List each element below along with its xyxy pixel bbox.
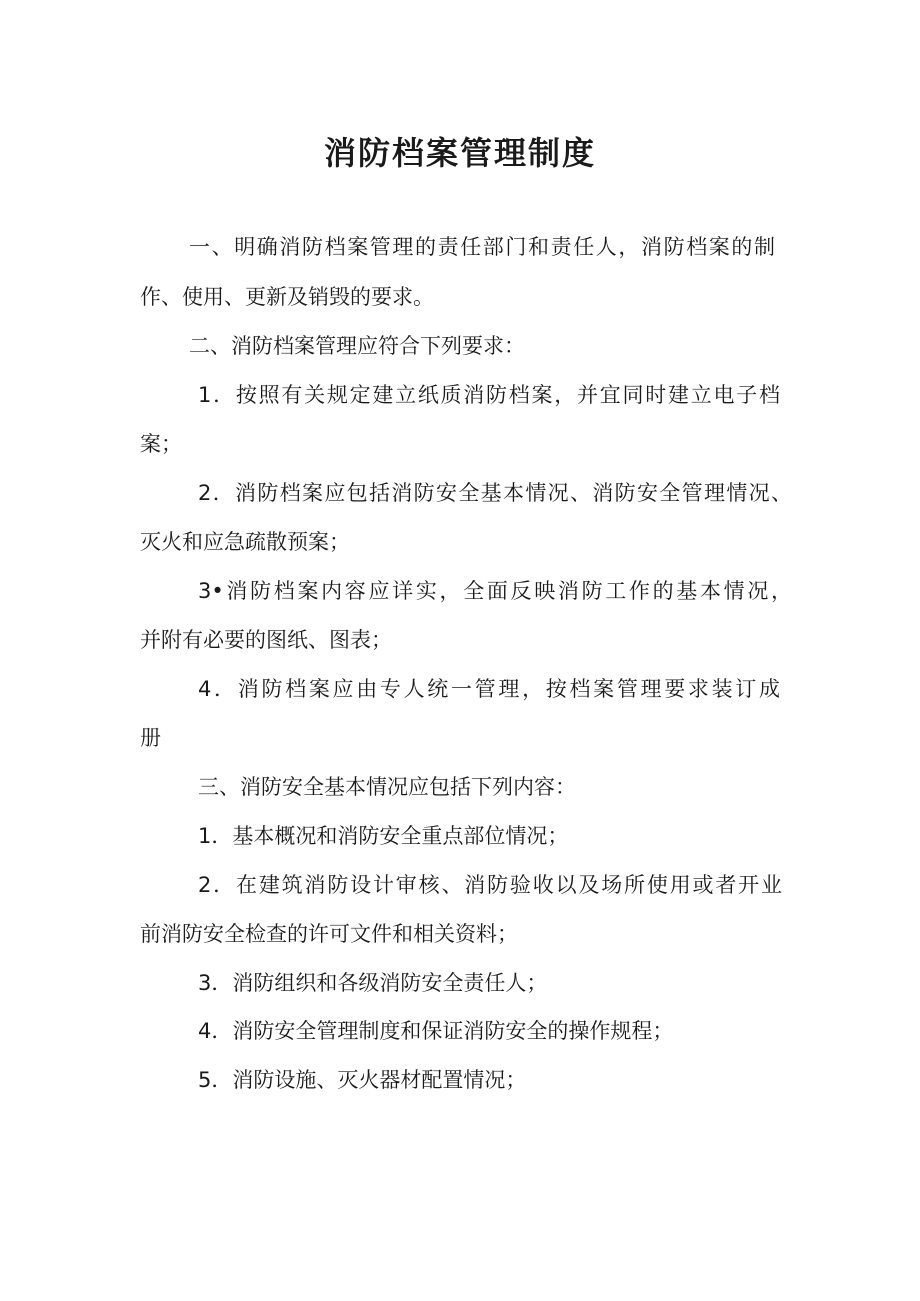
- paragraph-line: 案；: [140, 432, 182, 456]
- paragraph-line: 2．在建筑消防设计审核、消防验收以及场所使用或者开业: [198, 873, 782, 897]
- paragraph-line: 前消防安全检查的许可文件和相关资料；: [140, 922, 518, 946]
- paragraph-line: 三、消防安全基本情况应包括下列内容：: [198, 775, 576, 799]
- paragraph-line: 5．消防设施、灭火器材配置情况；: [198, 1068, 527, 1092]
- paragraph-line: 一、明确消防档案管理的责任部门和责任人，消防档案的制: [189, 235, 775, 259]
- paragraph-line: 2．消防档案应包括消防安全基本情况、消防安全管理情况、: [198, 481, 792, 505]
- paragraph-line: 册: [140, 726, 161, 750]
- paragraph-line: 3•消防档案内容应详实，全面反映消防工作的基本情况，: [198, 579, 792, 603]
- paragraph-line: 4．消防安全管理制度和保证消防安全的操作规程；: [198, 1019, 674, 1043]
- paragraph-line: 灭火和应急疏散预案；: [140, 530, 350, 554]
- paragraph-line: 4．消防档案应由专人统一管理，按档案管理要求装订成: [198, 677, 780, 701]
- paragraph-line: 作、使用、更新及销毁的要求。: [140, 285, 434, 309]
- paragraph-line: 3．消防组织和各级消防安全责任人；: [198, 971, 548, 995]
- document-title: 消防档案管理制度: [323, 134, 596, 172]
- paragraph-line: 二、消防档案管理应符合下列要求：: [189, 334, 525, 358]
- paragraph-line: 并附有必要的图纸、图表；: [140, 628, 392, 652]
- paragraph-line: 1．按照有关规定建立纸质消防档案，并宜同时建立电子档: [198, 383, 780, 407]
- paragraph-line: 1．基本概况和消防安全重点部位情况；: [198, 824, 569, 848]
